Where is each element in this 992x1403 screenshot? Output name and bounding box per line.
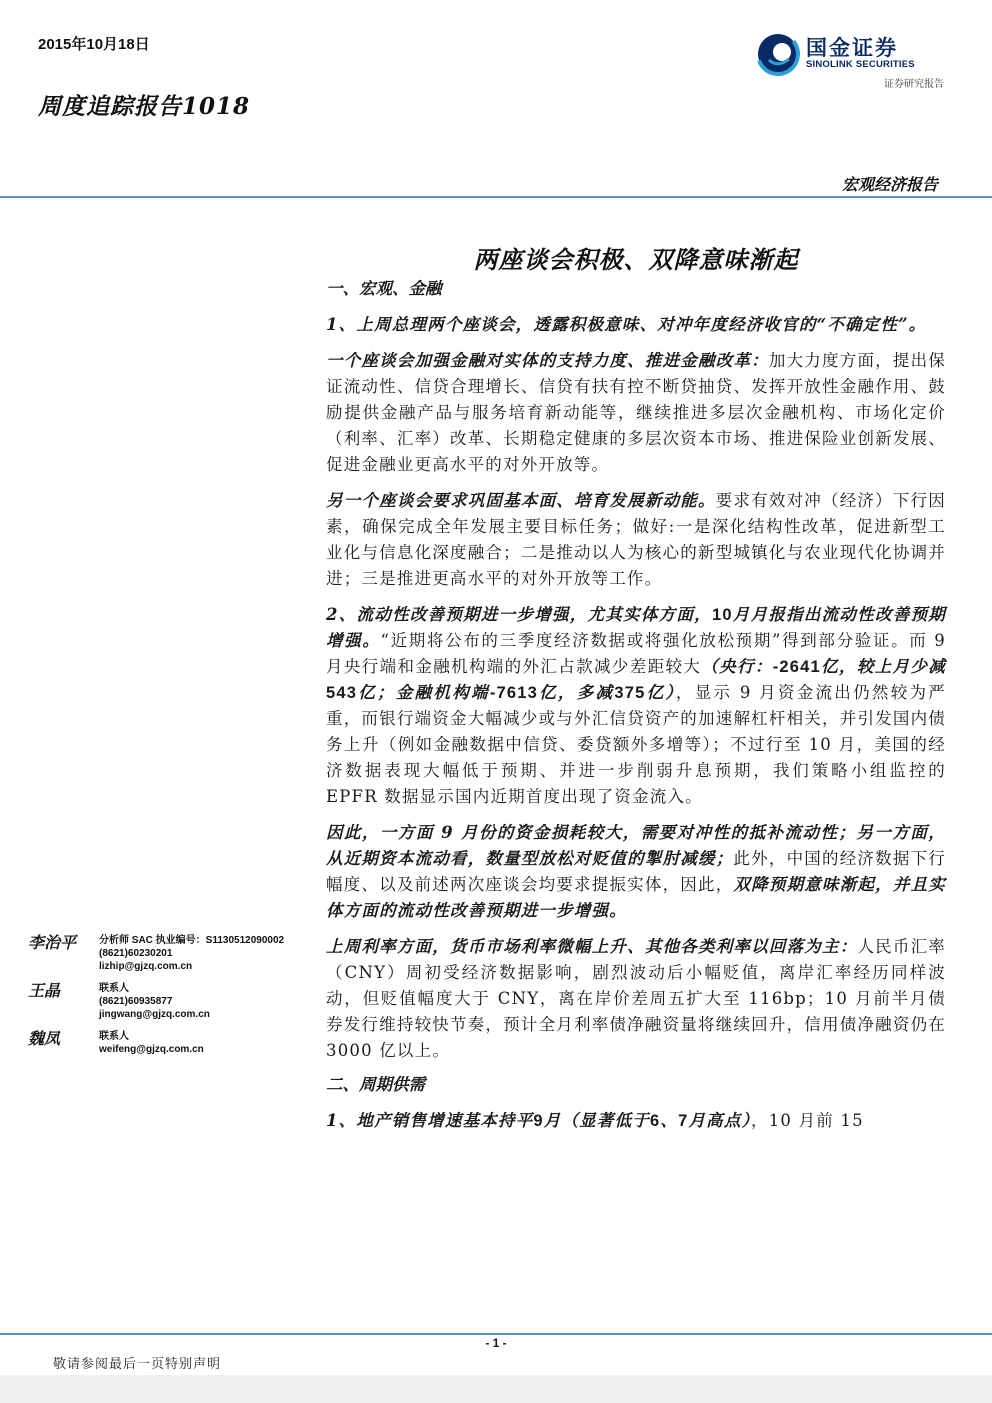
- author-email[interactable]: weifeng@gjzq.com.cn: [99, 1044, 204, 1055]
- author-contact: [99, 934, 284, 973]
- paragraph-1-bold: 1、上周总理两个座谈会，透露积极意味、对冲年度经济收官的“不确定性”。: [326, 315, 927, 334]
- paragraph-1: [326, 312, 946, 338]
- paragraph-4-bold: 亿，较上月少减: [820, 657, 946, 676]
- author-role: 分析师 SAC 执业编号：S1130512090002: [99, 935, 285, 946]
- report-series-title: 周度追踪报告1018: [38, 93, 251, 120]
- paragraph-4-number: -2641: [772, 658, 821, 676]
- paragraph-2-bold: 一个座谈会加强金融对实体的支持力度、推进金融改革：: [326, 351, 769, 370]
- author-name: 王晶: [28, 981, 61, 1000]
- paragraph-5-bold: 因此，一方面 9 月份的资金损耗较大，需要对冲性的抵补流动性；另一方面，从近期资本流动看，数量型放松对贬值的掣肘减缓；: [326, 823, 946, 868]
- author-phone: (8621)60935877: [99, 996, 173, 1007]
- paragraph-7-text: ，10 月前 15: [751, 1111, 864, 1130]
- paragraph-4-number: -7613: [489, 684, 539, 702]
- paragraph-6: [326, 934, 946, 1064]
- header-divider: [0, 196, 992, 198]
- author-name: 李治平: [28, 933, 77, 952]
- paragraph-7-number: 7: [678, 1112, 689, 1130]
- sinolink-logo-icon: [756, 32, 800, 76]
- paragraph-5: [326, 820, 946, 924]
- paragraph-6-bold: 上周利率方面，货币市场利率微幅上升、其他各类利率以回落为主：: [326, 937, 858, 956]
- company-logo: [756, 30, 946, 92]
- paragraph-4-bold: （央行：: [701, 657, 773, 676]
- author-entry: [28, 978, 318, 1026]
- paragraph-5-bold: 双降预期意味渐起，并且实体方面的流动性改善预期进一步增强。: [326, 875, 946, 920]
- paragraph-7-bold: 月高点）: [688, 1111, 752, 1130]
- paragraph-4-number: 10: [711, 606, 733, 624]
- paragraph-4-bold: 亿；金融机构端: [357, 683, 490, 702]
- paragraph-4-text: “近期将公布的三季度经济数据或将强化放松预期”得到部分验证。而 9 月央行端和金融机构端的外汇占款减少差距较大: [326, 631, 946, 676]
- main-title: 两座谈会积极、双降意味渐起: [473, 245, 799, 274]
- logo-name-cn: 国金证券: [806, 36, 898, 60]
- report-category: 宏观经济报告: [841, 175, 938, 194]
- paragraph-6-text: 人民币汇率（CNY）周初受经济数据影响，剧烈波动后小幅贬值，离岸汇率经历同样波动，但贬值幅度大于 CNY，离在岸价差周五扩大至 116bp；10 月前半月债券发行维持较快节奏，预计全月利率债净融资量将继续回升，信用债净融资仍在 3000 亿以上。: [326, 937, 947, 1060]
- paragraph-4-text: ，显示 9 月资金流出仍然较为严重，而银行端资金大幅减少或与外汇信贷资产的加速解杠杆相关，并引发国内债务上升（例如金融数据中信贷、委贷额外多增等）；不过行至 10 月，美国的经济数据表现大幅低于预期、并进一步削弱升息预期，我们策略小组监控的 EPFR 数据显示国内近期首度出现了资金流入。: [326, 683, 946, 806]
- author-role: 联系人: [99, 1031, 129, 1042]
- author-email[interactable]: jingwang@gjzq.com.cn: [99, 1009, 210, 1020]
- author-role: 联系人: [99, 983, 129, 994]
- paragraph-2: [326, 348, 946, 478]
- footer-divider: [0, 1333, 992, 1335]
- author-contact: [99, 982, 210, 1021]
- report-date: 2015年10月18日: [38, 36, 150, 53]
- paragraph-4: [326, 602, 946, 810]
- paragraph-7-bold: 1、地产销售增速基本持平: [326, 1111, 534, 1130]
- paragraph-4-bold: 亿）: [645, 683, 676, 702]
- paragraph-4-bold: 亿，多减: [538, 683, 615, 702]
- paragraph-4-bold: 月月报指出流动性改善预期增强。: [326, 605, 946, 650]
- logo-subtitle: 证券研究报告: [884, 79, 944, 90]
- paragraph-7-bold: 、: [660, 1111, 679, 1130]
- paragraph-4-number: 543: [326, 684, 358, 702]
- author-phone: (8621)60230201: [99, 948, 173, 959]
- paragraph-4-bold: 2、流动性改善预期进一步增强，尤其实体方面，: [326, 605, 712, 624]
- disclaimer-note: 敬请参阅最后一页特别声明: [53, 1357, 222, 1372]
- author-entry: [28, 930, 318, 978]
- author-contact: [99, 1030, 204, 1056]
- report-body: [326, 278, 946, 1144]
- logo-name-en: SINOLINK SECURITIES: [806, 59, 915, 70]
- page-number: - 1 -: [485, 1336, 507, 1350]
- paragraph-7-bold: 月（显著低于: [543, 1111, 650, 1130]
- section-heading-cycle: 二、周期供需: [326, 1075, 425, 1094]
- section-heading-macro: 一、宏观、金融: [326, 279, 442, 298]
- author-entry: [28, 1026, 318, 1066]
- paragraph-5-text: 此外，中国的经济数据下行幅度、以及前述两次座谈会均要求提振实体，因此，: [326, 849, 946, 894]
- paragraph-3-bold: 另一个座谈会要求巩固基本面、培育发展新动能。: [326, 491, 716, 510]
- paragraph-7-number: 9: [533, 1112, 544, 1130]
- paragraph-3-text: 要求有效对冲（经济）下行因素，确保完成全年发展主要目标任务；做好:一是深化结构性改革，促进新型工业化与信息化深度融合；二是推动以人为核心的新型城镇化与农业现代化协调并进；三是推进更高水平的对外开放等工作。: [326, 491, 946, 588]
- paragraph-2-text: 加大力度方面，提出保证流动性、信贷合理增长、信贷有扶有控不断贷抽贷、发挥开放性金融作用、鼓励提供金融产品与服务培育新动能等，继续推进多层次金融机构、市场化定价（利率、汇率）改革、长期稳定健康的多层次资本市场、推进保险业创新发展、促进金融业更高水平的对外开放等。: [326, 351, 947, 474]
- author-list: [28, 930, 318, 1066]
- paragraph-4-number: 375: [614, 684, 646, 702]
- paragraph-7-number: 6: [649, 1112, 661, 1130]
- paragraph-3: [326, 488, 946, 592]
- paragraph-7: [326, 1108, 946, 1134]
- author-name: 魏凤: [28, 1029, 61, 1048]
- author-email[interactable]: lizhip@gjzq.com.cn: [99, 961, 193, 972]
- footer-band: [0, 1375, 992, 1403]
